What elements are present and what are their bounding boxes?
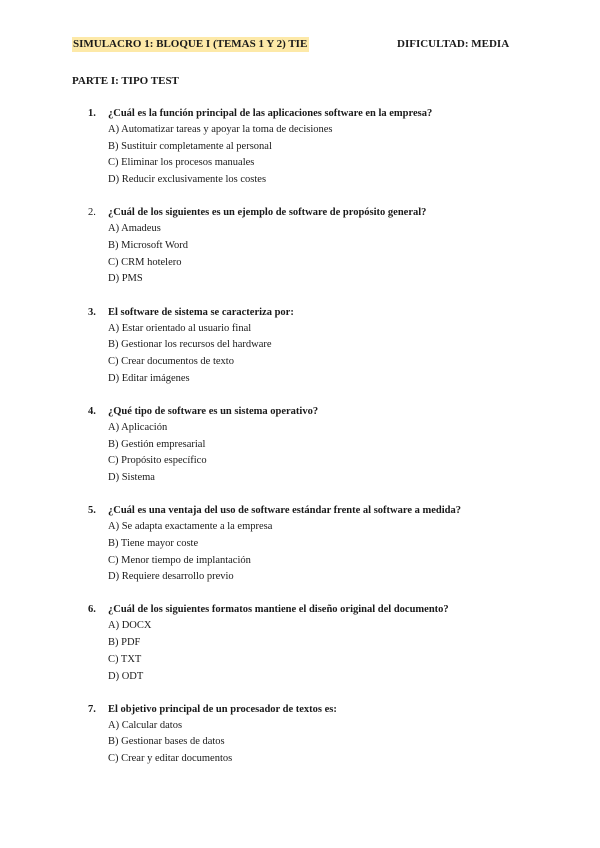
option-list — [88, 718, 548, 768]
option-c: C) Propósito específico — [108, 455, 207, 467]
option-c: C) Eliminar los procesos manuales — [108, 157, 255, 169]
option-a: A) DOCX — [108, 620, 152, 632]
option-a: A) Estar orientado al usuario final — [108, 322, 252, 334]
option-b: B) Microsoft Word — [108, 240, 189, 251]
option-c: C) Crear documentos de texto — [108, 356, 234, 367]
option-c: C) Menor tiempo de implantación — [108, 554, 251, 566]
question-text: ¿Cuál es una ventaja del uso de software estándar frente al software a medida? — [108, 505, 462, 517]
question-1 — [88, 106, 548, 205]
option-list — [88, 519, 548, 586]
question-6 — [88, 602, 548, 701]
option-list — [88, 321, 548, 388]
question-text: El software de sistema se caracteriza por: — [108, 306, 294, 318]
option-d: D) ODT — [108, 670, 144, 682]
question-list — [88, 106, 548, 801]
question-5 — [88, 503, 548, 602]
option-a: A) Aplicación — [108, 421, 168, 433]
question-number: 5. — [88, 505, 96, 517]
question-text: El objetivo principal de un procesador de textos es: — [108, 703, 337, 715]
question-number: 6. — [88, 604, 96, 616]
option-b: B) Gestionar bases de datos — [108, 736, 225, 748]
option-d: D) Reducir exclusivamente los costes — [108, 174, 267, 186]
difficulty-label: DIFICULTAD: MEDIA — [397, 38, 510, 50]
question-4 — [88, 404, 548, 503]
option-a: A) Se adapta exactamente a la empresa — [108, 521, 273, 533]
question-number: 1. — [88, 108, 96, 119]
question-number: 4. — [88, 405, 96, 417]
option-list — [88, 618, 548, 685]
part-title: PARTE I: TIPO TEST — [72, 75, 179, 87]
option-a: A) Calcular datos — [108, 719, 183, 731]
option-a: A) Amadeus — [108, 223, 161, 235]
option-b: B) Gestionar los recursos del hardware — [108, 339, 272, 351]
option-list — [88, 420, 548, 487]
option-c: C) TXT — [108, 653, 142, 665]
option-list — [88, 122, 548, 189]
option-b: B) PDF — [108, 637, 141, 649]
option-b: B) Gestión empresarial — [108, 438, 206, 450]
option-d: D) Requiere desarrollo previo — [108, 571, 234, 583]
option-a: A) Automatizar tareas y apoyar la toma de decisiones — [108, 124, 333, 135]
option-d: D) Sistema — [108, 472, 155, 483]
question-number: 7. — [88, 703, 96, 715]
question-number: 3. — [88, 306, 96, 318]
option-d: D) Editar imágenes — [108, 372, 190, 384]
option-c: C) Crear y editar documentos — [108, 753, 233, 765]
question-text: ¿Cuál de los siguientes es un ejemplo de software de propósito general? — [108, 207, 427, 219]
option-b: B) Tiene mayor coste — [108, 537, 199, 549]
option-d: D) PMS — [108, 273, 143, 285]
question-7 — [88, 702, 548, 801]
question-text: ¿Cuál es la función principal de las aplicaciones software en la empresa? — [108, 108, 433, 119]
option-list — [88, 221, 548, 288]
question-text: ¿Qué tipo de software es un sistema operativo? — [108, 405, 319, 417]
exam-title: SIMULACRO 1: BLOQUE I (TEMAS 1 Y 2) TIE — [73, 38, 308, 50]
option-c: C) CRM hotelero — [108, 256, 182, 268]
question-2 — [88, 205, 548, 304]
question-text: ¿Cuál de los siguientes formatos mantiene el diseño original del documento? — [108, 604, 449, 616]
question-number: 2. — [88, 207, 96, 219]
document-header — [72, 37, 530, 53]
option-b: B) Sustituir completamente al personal — [108, 140, 272, 152]
question-3 — [88, 305, 548, 404]
